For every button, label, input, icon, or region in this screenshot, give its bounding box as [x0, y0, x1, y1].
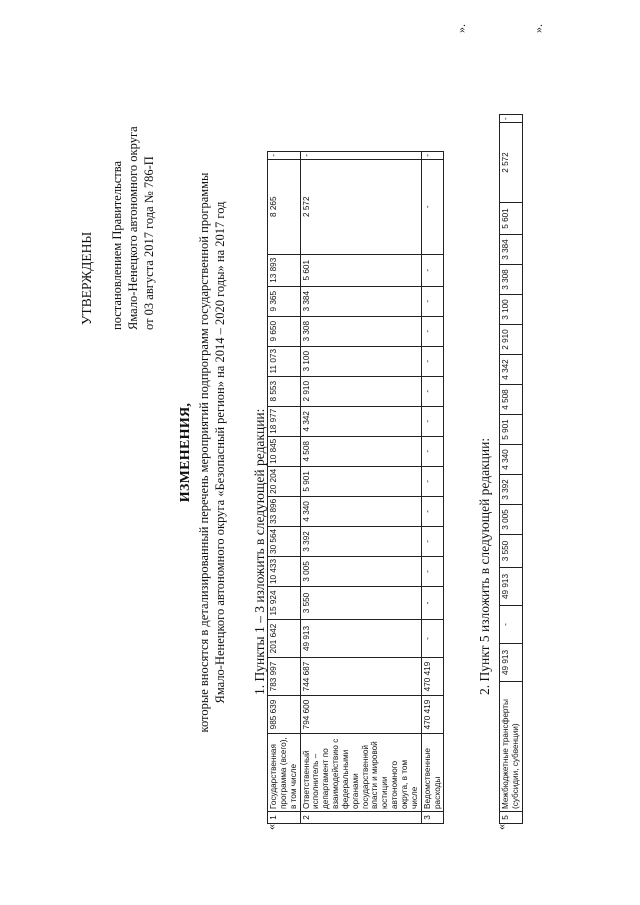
cell-value: 470 419: [421, 658, 444, 696]
cell-value: 10 433: [268, 556, 301, 586]
document-title: ИЗМЕНЕНИЯ,: [178, 402, 193, 503]
table-row: [500, 115, 523, 824]
cell-value: 18 977: [268, 406, 301, 436]
table-section-1: [267, 151, 444, 824]
cell-value: 3 100: [500, 295, 523, 325]
cell-value: 9 365: [268, 286, 301, 316]
cell-value: -: [421, 556, 444, 586]
open-quote-2: «: [494, 824, 508, 830]
row-name: Ведомственные расходы: [421, 734, 444, 812]
cell-value: -: [300, 151, 421, 159]
cell-value: -: [421, 286, 444, 316]
table-section-2: [499, 114, 523, 824]
cell-value: 4 508: [300, 436, 421, 466]
cell-value: 3 384: [300, 286, 421, 316]
cell-value: 744 687: [300, 658, 421, 696]
cell-value: 3 308: [300, 316, 421, 346]
cell-value: -: [421, 436, 444, 466]
cell-value: 3 005: [500, 505, 523, 535]
cell-value: -: [421, 159, 444, 254]
cell-value: 5 601: [500, 203, 523, 235]
row-number: 2: [300, 812, 421, 824]
cell-value: 2 572: [300, 159, 421, 254]
cell-value: -: [500, 115, 523, 123]
open-quote-1: «: [264, 824, 278, 830]
cell-value: 783 997: [268, 658, 301, 696]
cell-value: -: [421, 496, 444, 526]
cell-value: 3 005: [300, 556, 421, 586]
row-number: 3: [421, 812, 444, 824]
cell-value: 20 204: [268, 466, 301, 496]
row-name: Межбюджетные трансферты (субсидии, субвенции): [500, 682, 523, 812]
cell-value: 794 600: [300, 696, 421, 734]
cell-value: 13 893: [268, 254, 301, 286]
cell-value: 3 392: [500, 475, 523, 505]
cell-value: 8 265: [268, 159, 301, 254]
cell-value: -: [421, 316, 444, 346]
approved-heading: УТВЕРЖДЕНЫ: [79, 231, 94, 325]
cell-value: 2 910: [300, 376, 421, 406]
cell-value: -: [421, 151, 444, 159]
cell-value: 30 564: [268, 526, 301, 556]
section-1-heading: 1. Пункты 1 – 3 изложить в следующей редакции:: [252, 408, 267, 695]
cell-value: 3 308: [500, 265, 523, 295]
cell-value: 49 913: [500, 568, 523, 606]
cell-value: -: [268, 151, 301, 159]
cell-value: 4 340: [500, 445, 523, 475]
cell-value: -: [421, 466, 444, 496]
cell-value: 5 901: [300, 466, 421, 496]
close-quote-2: ».: [531, 24, 545, 33]
close-quote-1: ».: [454, 24, 468, 33]
cell-value: -: [421, 526, 444, 556]
cell-value: 4 508: [500, 385, 523, 415]
cell-value: 11 073: [268, 346, 301, 376]
row-name: Ответственный исполнитель – департамент по взаимодействию с федеральными органами государственной власти и мировой юстиции автономного округа, в том числе: [300, 734, 421, 812]
cell-value: 3 392: [300, 526, 421, 556]
cell-value: -: [421, 620, 444, 658]
approval-line-1: постановлением Правительства: [110, 160, 124, 330]
approval-line-2: Ямало-Ненецкого автономного округа: [126, 126, 140, 330]
cell-value: 3 550: [500, 535, 523, 568]
cell-value: -: [500, 606, 523, 644]
cell-value: 10 845: [268, 436, 301, 466]
section-2-heading: 2. Пункт 5 изложить в следующей редакции:: [477, 437, 492, 695]
cell-value: 4 342: [300, 406, 421, 436]
subtitle-line-2: Ямало-Ненецкого автономного округа «Безопасный регион» на 2014 – 2020 годы» на 2017 год: [213, 201, 227, 704]
cell-value: -: [421, 254, 444, 286]
table-row: [421, 151, 444, 823]
cell-value: 3 550: [300, 587, 421, 620]
cell-value: 4 342: [500, 355, 523, 385]
cell-value: 15 924: [268, 587, 301, 620]
cell-value: 49 913: [300, 620, 421, 658]
subtitle-line-1: которые вносятся в детализированный перечень мероприятий подпрограмм государственной программы: [197, 172, 211, 733]
row-number: 1: [268, 812, 301, 824]
cell-value: -: [421, 376, 444, 406]
approval-line-3: от 03 августа 2017 года № 786-П: [142, 156, 156, 330]
cell-value: 49 913: [500, 644, 523, 682]
cell-value: 8 553: [268, 376, 301, 406]
cell-value: -: [421, 346, 444, 376]
row-name: Государственная программа (всего), в том числе: [268, 734, 301, 812]
cell-value: -: [421, 587, 444, 620]
table-row: [300, 151, 421, 823]
cell-value: 2 572: [500, 123, 523, 203]
cell-value: 5 601: [300, 254, 421, 286]
cell-value: -: [421, 406, 444, 436]
cell-value: 201 642: [268, 620, 301, 658]
cell-value: 33 896: [268, 496, 301, 526]
cell-value: 2 910: [500, 325, 523, 355]
table-row: [268, 151, 301, 823]
cell-value: 4 340: [300, 496, 421, 526]
cell-value: 5 901: [500, 415, 523, 445]
cell-value: 470 419: [421, 696, 444, 734]
cell-value: 9 650: [268, 316, 301, 346]
cell-value: 3 100: [300, 346, 421, 376]
row-number: 5: [500, 812, 523, 824]
cell-value: 3 384: [500, 235, 523, 265]
cell-value: 985 639: [268, 696, 301, 734]
